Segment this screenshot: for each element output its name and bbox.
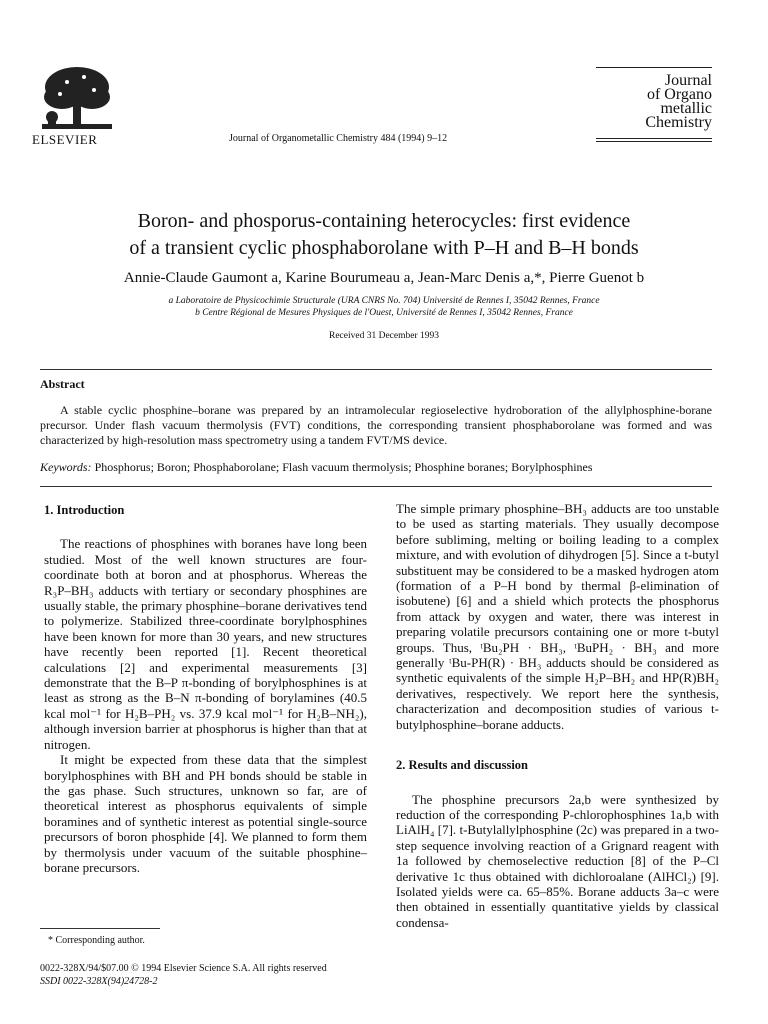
article-title: Boron- and phosporus-containing heterocycles: first evidence of a transient cyclic phosphaborolane with P–H and B–H bonds	[129, 210, 639, 259]
journal-line-3: metallic	[660, 100, 712, 117]
ssdi-line: SSDI 0022-328X(94)24728-2	[40, 976, 158, 987]
right-column	[396, 501, 719, 930]
abstract-text: A stable cyclic phosphine–borane was prepared by an intramolecular regioselective hydroboration of the allylphosphine-borane precursor. Under flash vacuum thermolysis (FVT) conditions, the corresponding transient phosphaborolane was formed and was characterized by high-resolution mass spectrometry using a tandem FVT/MS device.	[40, 403, 712, 447]
right-paragraph-1: The simple primary phosphine–BH₃ adducts are too unstable to be used as starting materials. They usually decompose before subliming, melting or boiling leading to a complex mixture, and with evolution of dihydrogen [5]. Since a t-butyl substituent may be considered to be a masked hydrogen atom (formation of a P–H bond by thermal β-elimination of isobutene) [6] and a shield which protects the phosphorus from attack by oxygen and water, there was interest in preparing volatile precursors containing one or more t-butyl groups. Thus, ᵗBu₂PH · BH₃, ᵗBuPH₂ · BH₃ and more generally ᵗBu-PH(R) · BH₃ adducts should be considered as synthetic equivalents of the simple H₂P–BH₂ and HP(R)BH₂ derivatives, respectively. We report here the synthesis, characterization and decomposition studies of various t-butylphosphine–borane adducts.	[396, 501, 719, 732]
author-list: Annie-Claude Gaumont a, Karine Bourumeau a, Jean-Marc Denis a,*, Pierre Guenot b	[123, 270, 645, 286]
header-rule-2	[596, 141, 712, 142]
affiliation-a: a Laboratoire de Physicochimie Structurale (URA CNRS No. 704) Université de Rennes I, 35042 Rennes, France	[168, 296, 600, 306]
keywords-label: Keywords:	[40, 460, 92, 474]
keywords-list: Phosphorus; Boron; Phosphaborolane; Flash vacuum thermolysis; Phosphine boranes; Borylphosphines	[94, 460, 593, 474]
received-date: Received 31 December 1993	[329, 331, 439, 341]
affiliation-b: b Centre Régional de Mesures Physiques de l'Ouest, Université de Rennes I, 35042 Rennes, France	[195, 308, 573, 318]
intro-paragraph-1: The reactions of phosphines with boranes have long been studied. Most of the well known structures are four-coordinate both at boron and at phosphorus. Whereas the R₃P–BH₃ adducts with tertiary or secondary phosphines are usually stable, the primary phosphine–borane derivatives tend to polymerize. Stabilized three-coordinate borylphosphines have been known for more than 30 years, and new structures have recently been reported [1]. Recent theoretical calculations [2] and experimental measurements [3] demonstrate that the B–P π-bonding of borylphosphines is at least as strong as the B–N π-bonding of borylamines (40.5 kcal mol⁻¹ for H₂B–PH₂ vs. 37.9 kcal mol⁻¹ for H₂B–NH₂), although inversion barrier at phosphorus is higher than that at nitrogen.	[44, 536, 367, 752]
header-rule	[596, 138, 712, 139]
results-paragraph-1: The phosphine precursors 2a,b were synthesized by reduction of the corresponding P-chlorophosphines 1a,b with LiAlH₄ [7]. t-Butylallylphosphine (2c) was prepared in a two-step sequence involving reaction of a Grignard reagent with 1a followed by chemoselective reduction [8] of the P–Cl derivative 1c thus obtained with dichloroalane (AlHCl₂) [9]. Isolated yields were ca. 65–85%. Borane adducts 3a–c were then obtained in essentially quantitative yields by classical condensa-	[396, 791, 719, 930]
section-heading-introduction: 1. Introduction	[44, 503, 125, 517]
publisher-name: ELSEVIER	[32, 132, 98, 147]
journal-line-2: of Organo	[646, 86, 712, 103]
section-heading-results: 2. Results and discussion	[396, 758, 528, 773]
footnote-rule	[40, 928, 160, 929]
journal-line-4: Chemistry	[645, 114, 712, 131]
left-column	[44, 503, 367, 875]
keywords	[40, 460, 712, 475]
abstract-top-rule	[40, 369, 712, 370]
corresponding-author-footnote: * Corresponding author.	[48, 935, 145, 946]
abstract-heading: Abstract	[40, 377, 85, 391]
copyright-block	[40, 962, 327, 988]
issn-line: 0022-328X/94/$07.00 © 1994 Elsevier Science S.A. All rights reserved	[40, 963, 327, 974]
journal-line-1: Journal	[664, 72, 712, 89]
affiliations	[40, 295, 728, 319]
intro-paragraph-2: It might be expected from these data that the simplest borylphosphines with BH and PH bonds should be stable in the gas phase. Such structures, unknown so far, are of theoretical interest as phosphorus equivalents of simple boramines and of synthetic interest as potential single-source precursors of boron phosphide [4]. We planned to form them by thermolysis under vacuum of the suitable phosphine–borane precursors.	[44, 752, 367, 875]
journal-citation: Journal of Organometallic Chemistry 484 (1994) 9–12	[229, 133, 448, 144]
abstract-bottom-rule	[40, 486, 712, 487]
